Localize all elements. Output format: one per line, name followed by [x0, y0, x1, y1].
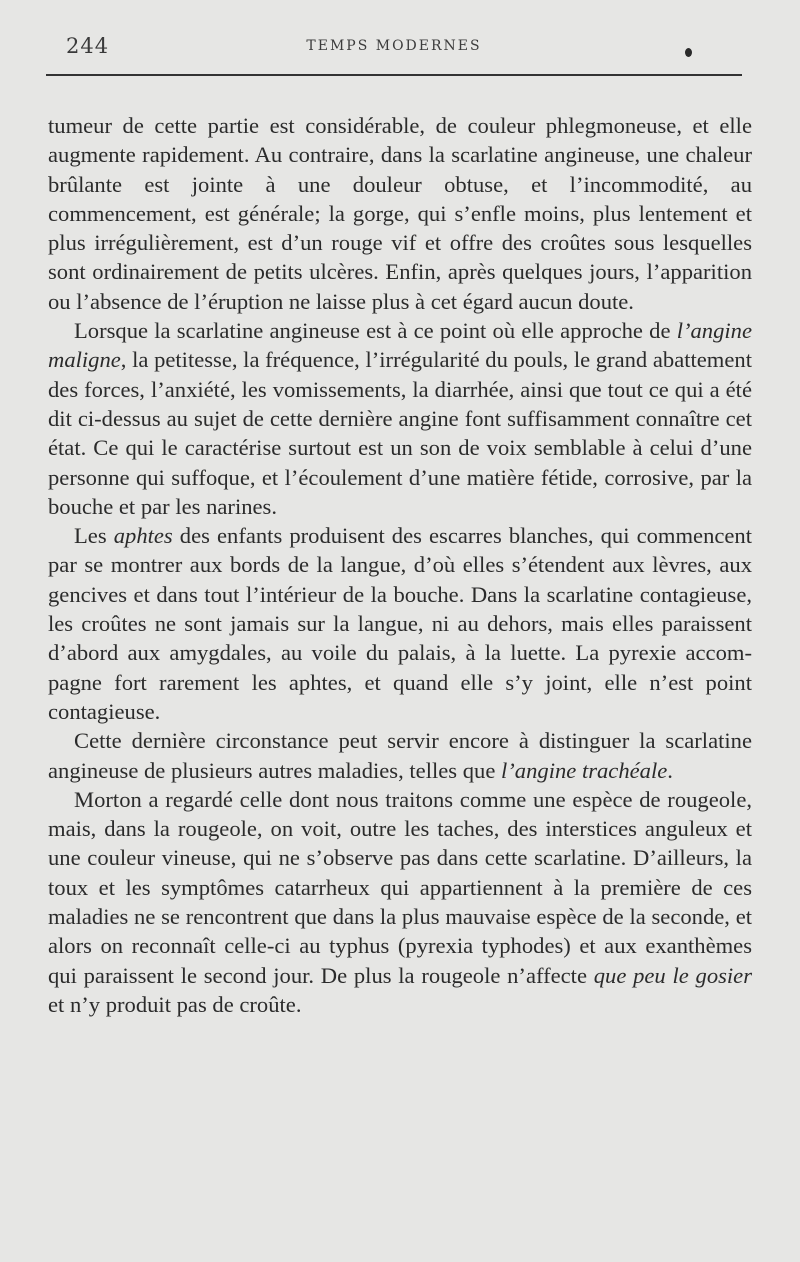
- text-run: Morton a regardé celle dont nous traitons comme une espèce de rougeole, mais, dans la rougeole, on voit, outre les taches, des interstices anguleux et une couleur vineuse, qui ne s’observe pas dans cette scarlatine. D’ailleurs, la toux et les symptômes catarrheux qui appartiennent à la première de ces maladies ne se rencontrent que dans la plus mauvaise espèce de la seconde, et alors on reconnaît celle-ci au typhus (pyrexia typhodes) et aux exanthèmes qui paraissent le second jour. De plus la rougeole n’affecte: [48, 786, 752, 988]
- italic-text: que peu le gosier: [593, 962, 753, 988]
- ink-dot-mark: [685, 48, 692, 57]
- running-title: TEMPS MODERNES: [306, 38, 482, 54]
- text-run: , la petitesse, la fréquence, l’irrégularité du pouls, le grand abattement des forces, l’anxiété, les vomissements, la diarrhée, ainsi que tout ce qui a été dit ci-dessus au sujet de cette dernière angine font suffisamment connaître cet état. Ce qui le caractérise surtout est un son de voix semblable à celui d’une personne qui suffoque, et l’écoulement d’une matière fétide, corrosive, par la bouche et par les narines.: [48, 347, 752, 519]
- body-text: [48, 111, 752, 1019]
- paragraph: [48, 521, 752, 726]
- page-number: 244: [66, 34, 110, 58]
- italic-text: aphtes: [113, 523, 173, 549]
- paragraph: [48, 726, 752, 785]
- italic-text: l’angine maligne: [48, 318, 752, 373]
- page-header: [46, 34, 742, 64]
- text-run: des enfants produisent des escarres blanches, qui commencent par se montrer aux bords de la langue, d’où elles s’étendent aux lèvres, aux gencives et dans tout l’intérieur de la bouche. Dans la scarlatine contagieuse, les croûtes ne sont jamais sur la langue, ni au dehors, mais elles paraissent d’abord aux amygdales, au voile du palais, à la luette. La pyrexie accompagne fort rarement les aphtes, et quand elle s’y joint, elle n’est point contagieuse.: [48, 523, 752, 724]
- text-run: tumeur de cette partie est considérable, de couleur phlegmoneuse, et elle augmente rapidement. Au contraire, dans la scarlatine angineuse, une chaleur brûlante est jointe à une douleur obtuse, et l’incommodité, au commencement, est générale; la gorge, qui s’enfle moins, plus lentement et plus irrégulièrement, est d’un rouge vif et offre des croûtes sous lesquelles sont ordinairement de petits ulcères. Enfin, après quelques jours, l’apparition ou l’absence de l’éruption ne laisse plus à cet égard aucun doute.: [48, 113, 752, 314]
- text-run: .: [667, 757, 673, 783]
- italic-text: l’angine trachéale: [501, 757, 668, 783]
- text-run: Lorsque la scarlatine angineuse est à ce point où elle approche de: [74, 318, 677, 344]
- paragraph: [48, 111, 752, 316]
- paragraph: [48, 785, 752, 1019]
- text-run: Les: [74, 523, 114, 549]
- header-rule: [46, 74, 742, 76]
- text-run: et n’y produit pas de croûte.: [48, 991, 302, 1017]
- paragraph: [48, 316, 752, 521]
- text-run: Cette dernière circonstance peut servir encore à distinguer la scarlatine angineuse de plusieurs autres maladies, telles que: [48, 728, 752, 783]
